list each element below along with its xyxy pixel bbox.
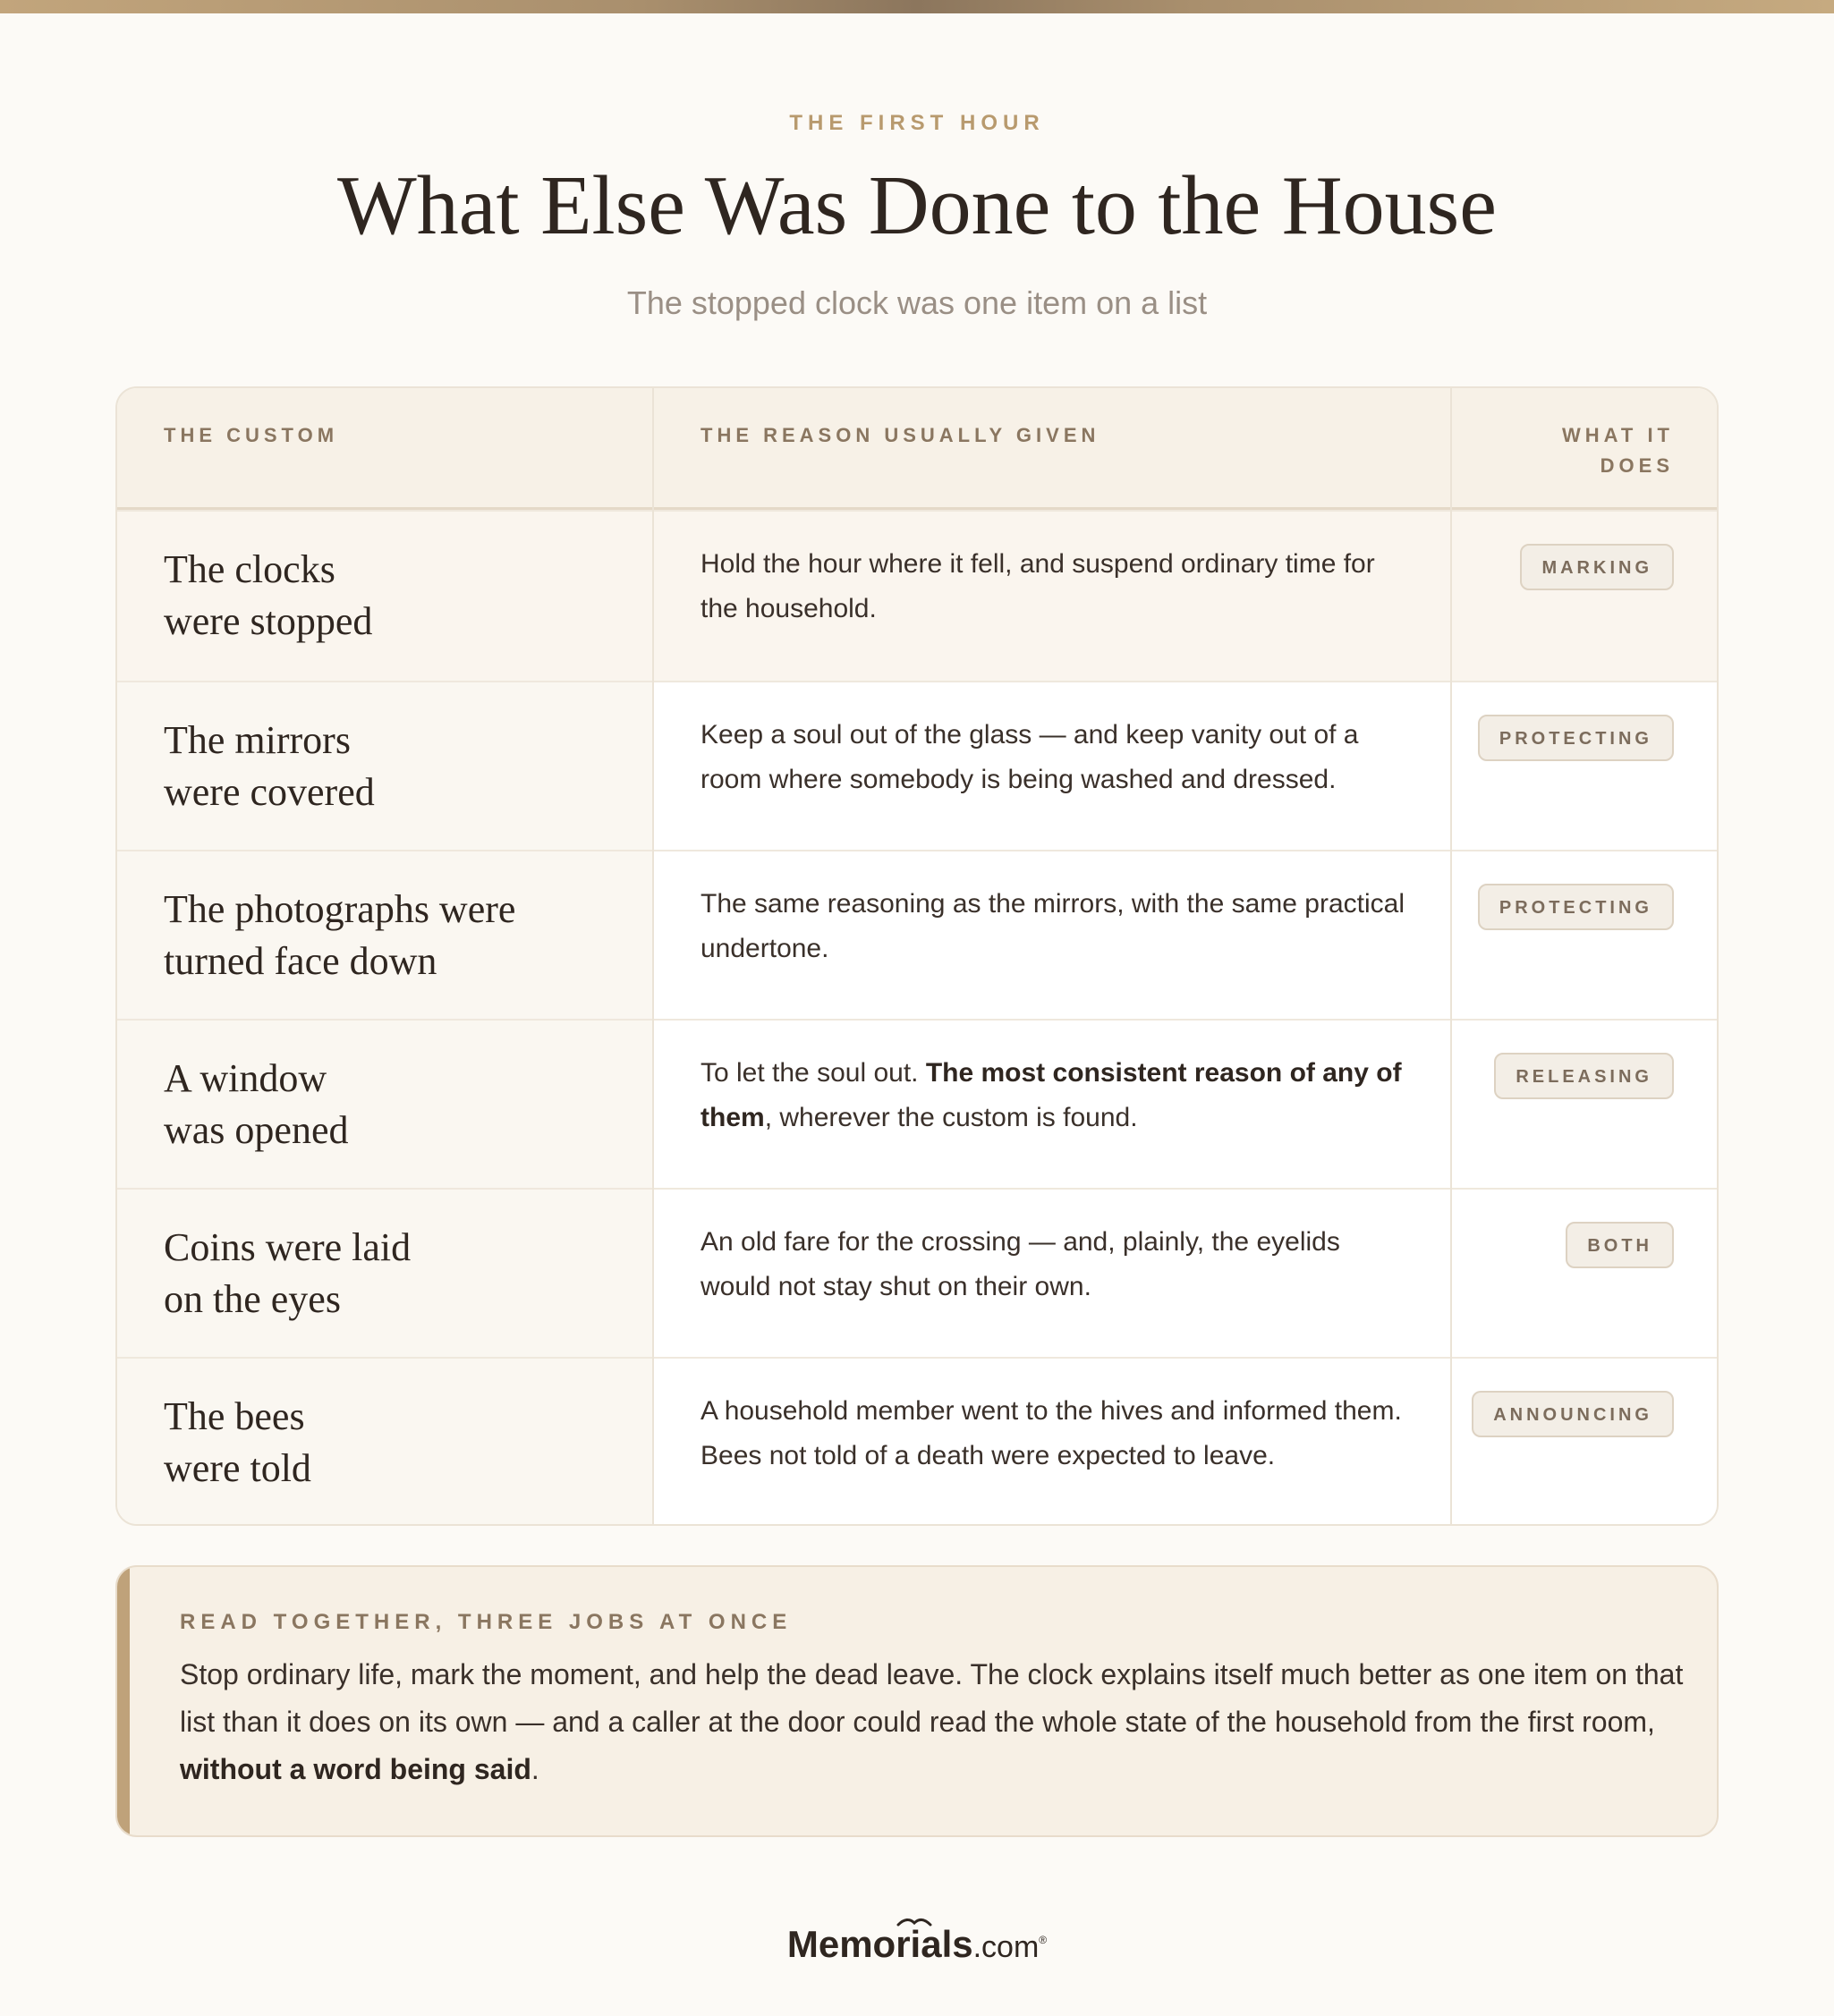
logo-name: Memorials xyxy=(786,1923,973,1965)
custom-line: were told xyxy=(164,1446,311,1490)
header-custom: THE CUSTOM xyxy=(164,424,339,446)
callout-accent-bar xyxy=(117,1567,130,1835)
eyebrow-label: THE FIRST HOUR xyxy=(789,111,1045,135)
reason-cell: The same reasoning as the mirrors, with the same practical undertone. xyxy=(700,889,1405,963)
category-badge: ANNOUNCING xyxy=(1472,1391,1674,1437)
table-header xyxy=(117,388,1719,510)
category-badge: PROTECTING xyxy=(1478,715,1674,761)
reason-emphasis: The most consistent reason of any of them xyxy=(700,1058,1402,1132)
custom-line: A window xyxy=(164,1056,327,1100)
table-row xyxy=(117,510,1719,681)
reason-cell: Keep a soul out of the glass — and keep vanity out of a room where somebody is being washed and dressed. xyxy=(700,720,1359,794)
custom-cell xyxy=(164,715,629,818)
page-subtitle: The stopped clock was one item on a list xyxy=(626,284,1208,321)
customs-table xyxy=(115,386,1719,1526)
callout-body: . xyxy=(531,1753,539,1785)
category-badge: MARKING xyxy=(1520,544,1674,590)
custom-line: The mirrors xyxy=(164,718,351,762)
header-does-line1: WHAT IT xyxy=(1561,424,1674,446)
custom-line: was opened xyxy=(164,1108,349,1152)
column-divider xyxy=(1450,388,1452,1526)
custom-cell xyxy=(164,1391,629,1495)
custom-line: were stopped xyxy=(164,599,373,643)
table-row xyxy=(117,1357,1719,1526)
reason-cell xyxy=(700,1051,1416,1140)
reason-text: To let the soul out. xyxy=(700,1058,926,1088)
table-row xyxy=(117,681,1719,850)
custom-cell xyxy=(164,544,629,648)
table-row xyxy=(117,1188,1719,1357)
category-badge: RELEASING xyxy=(1494,1053,1674,1099)
page-title: What Else Was Done to the House xyxy=(337,159,1497,252)
callout-text xyxy=(180,1651,1692,1793)
brand-logo[interactable] xyxy=(0,1923,1834,1966)
callout-emphasis: without a word being said xyxy=(180,1753,531,1785)
custom-line: turned face down xyxy=(164,939,437,983)
reason-cell: A household member went to the hives and informed them. Bees not told of a death were expected to leave. xyxy=(700,1396,1402,1470)
summary-callout xyxy=(115,1565,1719,1837)
logo-registered: ® xyxy=(1039,1934,1048,1946)
reason-cell: Hold the hour where it fell, and suspend ordinary time for the household. xyxy=(700,549,1375,623)
custom-cell xyxy=(164,1053,629,1156)
table-row xyxy=(117,850,1719,1019)
custom-line: The clocks xyxy=(164,547,335,591)
header-does-line2: DOES xyxy=(1600,454,1674,477)
custom-line: The bees xyxy=(164,1394,305,1438)
category-badge: PROTECTING xyxy=(1478,884,1674,930)
custom-line: Coins were laid xyxy=(164,1225,412,1269)
callout-heading: READ TOGETHER, THREE JOBS AT ONCE xyxy=(180,1610,793,1634)
top-accent-bar xyxy=(0,0,1834,13)
custom-line: were covered xyxy=(164,770,375,814)
reason-text: , wherever the custom is found. xyxy=(764,1103,1138,1132)
custom-cell xyxy=(164,884,629,987)
custom-line: The photographs were xyxy=(164,887,516,931)
column-divider xyxy=(652,388,654,1526)
table-row xyxy=(117,1019,1719,1188)
header-what-it-does xyxy=(1495,420,1674,481)
header-reason: THE REASON USUALLY GIVEN xyxy=(700,424,1100,446)
custom-line: on the eyes xyxy=(164,1277,341,1321)
callout-body: Stop ordinary life, mark the moment, and help the dead leave. The clock explains itself much better as one item on that list than it does on its own — and a caller at the door could read the whole state of the household from the first room, xyxy=(180,1658,1684,1738)
logo-suffix: .com xyxy=(972,1930,1040,1964)
reason-cell: An old fare for the crossing — and, plainly, the eyelids would not stay shut on their own. xyxy=(700,1227,1340,1301)
custom-cell xyxy=(164,1222,629,1326)
category-badge: BOTH xyxy=(1566,1222,1674,1268)
